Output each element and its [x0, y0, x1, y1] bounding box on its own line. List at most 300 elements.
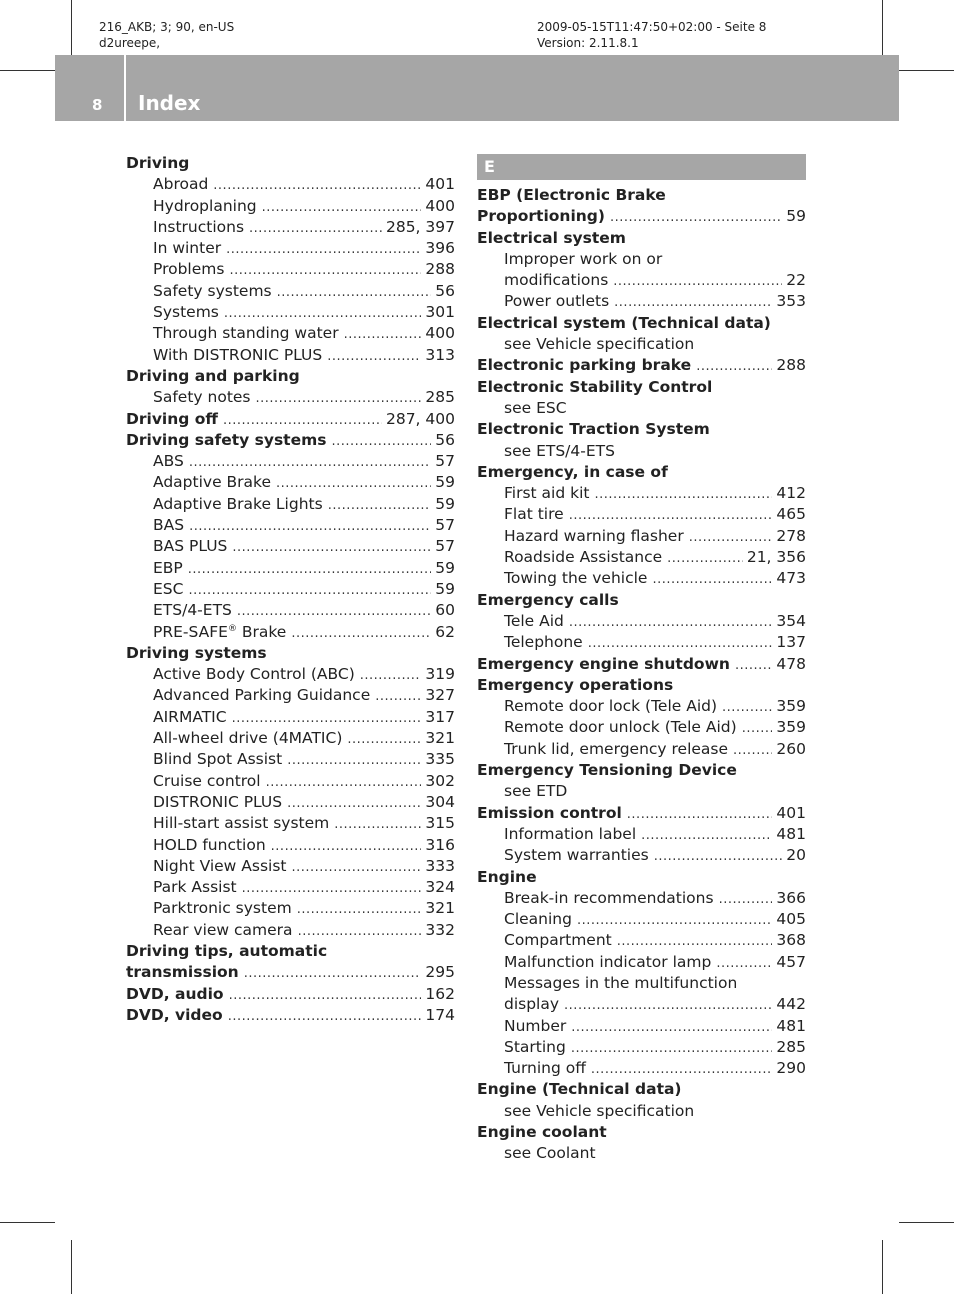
page-reference[interactable]: 278: [776, 526, 806, 545]
index-subentry: [477, 1016, 806, 1037]
entry-label: BAS: [153, 516, 185, 535]
entry-label: First aid kit: [504, 484, 590, 503]
crop-mark: [0, 1222, 55, 1223]
index-subentry: [126, 856, 455, 877]
page-reference[interactable]: 260: [776, 739, 806, 758]
entry-label: Driving off: [126, 409, 218, 428]
page-reference[interactable]: 359: [776, 697, 806, 716]
entry-label: Advanced Parking Guidance: [153, 686, 371, 705]
page-reference[interactable]: 315: [425, 814, 455, 833]
page-reference[interactable]: 302: [425, 771, 455, 790]
leader-dots: [271, 836, 422, 856]
index-subentry: [477, 270, 806, 291]
index-subentry: [477, 1143, 806, 1164]
entry-label: Remote door lock (Tele Aid): [504, 697, 718, 716]
index-heading: [477, 867, 806, 888]
index-heading: [126, 984, 455, 1005]
entry-label: see ESC: [504, 398, 567, 417]
index-heading: [126, 941, 455, 962]
entry-label: Electronic parking brake: [477, 356, 692, 375]
index-subentry: [126, 813, 455, 834]
leader-dots: [213, 175, 421, 195]
leader-dots: [292, 857, 422, 877]
index-subentry: [126, 920, 455, 941]
entry-label: Emergency Tensioning Device: [477, 761, 737, 780]
index-subentry: [477, 526, 806, 547]
page-reference[interactable]: 290: [776, 1059, 806, 1078]
index-heading: [477, 760, 806, 781]
index-subentry: [477, 1037, 806, 1058]
index-subentry: [126, 579, 455, 600]
entry-label: Emergency engine shutdown: [477, 654, 730, 673]
entry-label: see Vehicle specification: [504, 1101, 695, 1120]
crop-mark: [0, 70, 55, 71]
entry-label: Hydroplaning: [153, 196, 257, 215]
entry-label: Adaptive Brake Lights: [153, 494, 323, 513]
page-reference[interactable]: 354: [776, 611, 806, 630]
page-reference[interactable]: 400: [425, 324, 455, 343]
leader-dots: [244, 963, 422, 983]
leader-dots: [742, 718, 773, 738]
leader-dots: [334, 814, 421, 834]
meta-line: 2009-05-15T11:47:50+02:00 - Seite 8: [537, 20, 767, 34]
meta-line: d2ureepe,: [99, 36, 161, 50]
entry-label: Electrical system (Technical data): [477, 313, 771, 332]
entry-label: Cruise control: [153, 771, 261, 790]
leader-dots: [613, 271, 782, 291]
leader-dots: [569, 612, 773, 632]
entry-label: Driving systems: [126, 643, 267, 662]
entry-label: Turning off: [504, 1059, 586, 1078]
entry-label: Starting: [504, 1037, 566, 1056]
page-reference[interactable]: 324: [425, 878, 455, 897]
page-reference[interactable]: 56: [435, 281, 455, 300]
index-subentry: [126, 217, 455, 238]
index-subentry: [126, 600, 455, 621]
entry-label: ETS/4-ETS: [153, 601, 232, 620]
page-reference[interactable]: 285: [776, 1037, 806, 1056]
entry-label: see ETS/4-ETS: [504, 441, 615, 460]
leader-dots: [226, 239, 421, 259]
leader-dots: [577, 910, 772, 930]
leader-dots: [327, 346, 421, 366]
entry-label: Emergency calls: [477, 590, 619, 609]
page-reference[interactable]: 304: [425, 792, 455, 811]
page-reference[interactable]: 478: [776, 654, 806, 673]
leader-dots: [287, 750, 421, 770]
index-subentry: [477, 845, 806, 866]
leader-dots: [188, 559, 431, 579]
page-reference[interactable]: 465: [776, 505, 806, 524]
entry-label: DVD, audio: [126, 984, 224, 1003]
leader-dots: [652, 569, 772, 589]
index-subentry: [477, 888, 806, 909]
index-subentry: [126, 898, 455, 919]
page-reference[interactable]: 353: [776, 292, 806, 311]
page-reference[interactable]: 368: [776, 931, 806, 950]
page-reference[interactable]: 57: [435, 537, 455, 556]
index-subentry: [126, 707, 455, 728]
print-meta-right: [537, 19, 766, 51]
index-heading: [477, 185, 806, 206]
index-subentry: [126, 685, 455, 706]
leader-dots: [569, 505, 773, 525]
index-subentry: [126, 345, 455, 366]
entry-label: Park Assist: [153, 878, 237, 897]
entry-label: Blind Spot Assist: [153, 750, 283, 769]
index-heading: [126, 1005, 455, 1026]
leader-dots: [328, 495, 432, 515]
page-reference[interactable]: 60: [435, 601, 455, 620]
index-subentry: [477, 291, 806, 312]
leader-dots: [228, 1006, 422, 1026]
index-subentry: [477, 994, 806, 1015]
crop-mark: [899, 1222, 954, 1223]
page-reference[interactable]: 313: [425, 345, 455, 364]
print-meta-left: [99, 19, 234, 51]
page-reference[interactable]: 442: [776, 995, 806, 1014]
index-heading: [477, 803, 806, 824]
entry-label: All-wheel drive (4MATIC): [153, 729, 343, 748]
entry-label: Driving tips, automatic: [126, 941, 328, 960]
entry-label: Tele Aid: [504, 611, 564, 630]
index-subentry: [126, 196, 455, 217]
entry-label: Driving: [126, 154, 190, 172]
entry-label: Emergency operations: [477, 675, 674, 694]
page-reference[interactable]: 405: [776, 910, 806, 929]
page-reference[interactable]: 321: [425, 729, 455, 748]
index-subentry: [126, 472, 455, 493]
index-subentry: [477, 717, 806, 738]
leader-dots: [722, 697, 772, 717]
page-reference[interactable]: 473: [776, 569, 806, 588]
index-subentry: [477, 568, 806, 589]
page-reference[interactable]: 285, 397: [385, 217, 455, 236]
index-subentry: [126, 451, 455, 472]
leader-dots: [189, 452, 431, 472]
page-reference[interactable]: 366: [776, 888, 806, 907]
leader-dots: [256, 388, 422, 408]
leader-dots: [229, 985, 422, 1005]
entry-label: Hazard warning flasher: [504, 526, 684, 545]
page-reference[interactable]: 57: [435, 516, 455, 535]
page-reference[interactable]: 457: [776, 952, 806, 971]
leader-dots: [262, 197, 422, 217]
entry-label: Engine coolant: [477, 1123, 607, 1142]
entry-label: Proportioning): [477, 207, 605, 226]
leader-dots: [277, 282, 432, 302]
index-heading: [126, 409, 455, 430]
leader-dots: [298, 921, 422, 941]
index-column-left: [126, 153, 455, 1026]
page-reference[interactable]: 333: [425, 856, 455, 875]
entry-label: EBP (Electronic Brake: [477, 186, 666, 204]
page-reference[interactable]: 319: [425, 665, 455, 684]
page-reference[interactable]: 57: [435, 452, 455, 471]
leader-dots: [331, 431, 431, 451]
entry-label: modifications: [504, 271, 609, 290]
leader-dots: [188, 580, 431, 600]
entry-label: Messages in the multifunction: [504, 973, 738, 992]
leader-dots: [249, 218, 382, 238]
crop-mark: [71, 0, 72, 55]
page-reference[interactable]: 359: [776, 718, 806, 737]
entry-label: Trunk lid, emergency release: [504, 739, 729, 758]
page-reference[interactable]: 301: [425, 303, 455, 322]
page-reference[interactable]: 316: [425, 835, 455, 854]
leader-dots: [360, 665, 422, 685]
entry-label: Emergency, in case of: [477, 462, 668, 481]
entry-label: Information label: [504, 824, 637, 843]
page-reference[interactable]: 400: [425, 196, 455, 215]
leader-dots: [564, 995, 772, 1015]
index-subentry: [126, 259, 455, 280]
leader-dots: [610, 207, 782, 227]
entry-label: see Coolant: [504, 1144, 596, 1163]
entry-label: see Vehicle specification: [504, 335, 695, 354]
entry-label: AIRMATIC: [153, 707, 227, 726]
entry-label: Parktronic system: [153, 899, 292, 918]
entry-label: System warranties: [504, 846, 649, 865]
leader-dots: [291, 623, 431, 643]
page-reference[interactable]: 288: [776, 356, 806, 375]
page-reference[interactable]: 335: [425, 750, 455, 769]
crop-mark: [71, 1240, 72, 1294]
entry-label: Active Body Control (ABC): [153, 665, 355, 684]
index-heading: [126, 430, 455, 451]
page-reference[interactable]: 59: [435, 494, 455, 513]
index-subentry: [477, 483, 806, 504]
page-reference[interactable]: 62: [435, 622, 455, 641]
leader-dots: [232, 708, 422, 728]
leader-dots: [654, 846, 783, 866]
entry-label: Problems: [153, 260, 225, 279]
entry-label: Safety systems: [153, 281, 272, 300]
leader-dots: [276, 473, 431, 493]
entry-label: Hill-start assist system: [153, 814, 330, 833]
entry-label: DVD, video: [126, 1005, 223, 1024]
index-heading: [477, 590, 806, 611]
entry-label: Rear view camera: [153, 920, 293, 939]
crop-mark: [882, 0, 883, 55]
crop-mark: [899, 70, 954, 71]
entry-label: display: [504, 995, 560, 1014]
leader-dots: [719, 889, 773, 909]
page-reference[interactable]: 285: [425, 388, 455, 407]
leader-dots: [716, 953, 772, 973]
header-separator: [124, 55, 126, 121]
page-reference[interactable]: 401: [776, 803, 806, 822]
index-subentry: [477, 398, 806, 419]
page-reference[interactable]: 481: [776, 824, 806, 843]
page-reference[interactable]: 321: [425, 899, 455, 918]
entry-label: Flat tire: [504, 505, 564, 524]
leader-dots: [297, 899, 422, 919]
leader-dots: [594, 484, 772, 504]
index-heading: [477, 1122, 806, 1143]
meta-line: Version: 2.11.8.1: [537, 36, 639, 50]
index-subentry: [477, 334, 806, 355]
index-subentry: [126, 728, 455, 749]
entry-label: With DISTRONIC PLUS: [153, 345, 323, 364]
page-reference[interactable]: 327: [425, 686, 455, 705]
index-heading: [126, 366, 455, 387]
leader-dots: [237, 601, 431, 621]
index-subentry: [126, 664, 455, 685]
page-reference[interactable]: 317: [425, 707, 455, 726]
entry-label: Driving and parking: [126, 366, 300, 385]
leader-dots: [224, 303, 422, 323]
index-subentry: [477, 249, 806, 270]
page-reference[interactable]: 174: [425, 1005, 455, 1024]
leader-dots: [733, 740, 772, 760]
page-reference[interactable]: 295: [425, 963, 455, 982]
page-reference[interactable]: 287, 400: [385, 409, 455, 428]
entry-label: In winter: [153, 239, 222, 258]
leader-dots: [347, 729, 421, 749]
page-reference[interactable]: 481: [776, 1016, 806, 1035]
index-subentry: [477, 973, 806, 994]
leader-dots: [667, 548, 743, 568]
entry-label: Break-in recommendations: [504, 888, 714, 907]
page-title: Index: [138, 91, 201, 115]
entry-label: Roadside Assistance: [504, 548, 663, 567]
leader-dots: [266, 772, 422, 792]
page-reference[interactable]: 20: [786, 846, 806, 865]
index-subentry: [477, 930, 806, 951]
entry-label: Engine: [477, 867, 537, 886]
entry-label: BAS PLUS: [153, 537, 228, 556]
index-subentry: [477, 632, 806, 653]
index-heading: [477, 228, 806, 249]
entry-label: Safety notes: [153, 388, 251, 407]
index-column-right: [477, 154, 806, 1165]
index-subentry: [126, 771, 455, 792]
index-subentry: [477, 696, 806, 717]
index-subentry: [126, 238, 455, 259]
letter-heading: E: [477, 154, 806, 180]
entry-label: Cleaning: [504, 910, 572, 929]
leader-dots: [588, 633, 773, 653]
leader-dots: [735, 655, 772, 675]
entry-label: Emission control: [477, 803, 622, 822]
index-subentry: [126, 622, 455, 643]
page-reference[interactable]: 162: [425, 984, 455, 1003]
entry-label: Instructions: [153, 217, 245, 236]
index-subentry: [477, 1101, 806, 1122]
index-subentry: [126, 877, 455, 898]
index-heading: [477, 654, 806, 675]
entry-label: ABS: [153, 452, 184, 471]
page-reference[interactable]: 22: [786, 271, 806, 290]
index-subentry: [126, 302, 455, 323]
page-reference[interactable]: 21, 356: [746, 548, 806, 567]
leader-dots: [571, 1017, 772, 1037]
entry-label: Systems: [153, 303, 219, 322]
page-reference[interactable]: 401: [425, 175, 455, 194]
index-subentry: [477, 547, 806, 568]
entry-label: DISTRONIC PLUS: [153, 792, 283, 811]
index-subentry: [477, 1058, 806, 1079]
entry-label: Number: [504, 1016, 567, 1035]
entry-label: Compartment: [504, 931, 612, 950]
index-heading: [477, 206, 806, 227]
index-subentry: [477, 504, 806, 525]
index-heading: [477, 377, 806, 398]
entry-label: Engine (Technical data): [477, 1080, 682, 1099]
index-heading: [477, 313, 806, 334]
entry-label: Towing the vehicle: [504, 569, 648, 588]
entry-label: Electronic Traction System: [477, 420, 710, 439]
entry-label: Malfunction indicator lamp: [504, 952, 712, 971]
entry-label: HOLD function: [153, 835, 266, 854]
leader-dots: [641, 825, 772, 845]
index-subentry: [126, 835, 455, 856]
page-reference[interactable]: 59: [435, 558, 455, 577]
entry-label: EBP: [153, 558, 183, 577]
crop-mark: [882, 1240, 883, 1294]
index-subentry: [477, 441, 806, 462]
entry-label: Power outlets: [504, 292, 610, 311]
entry-label: Through standing water: [153, 324, 339, 343]
leader-dots: [229, 260, 421, 280]
entry-label: Electrical system: [477, 228, 626, 247]
index-subentry: [477, 909, 806, 930]
index-subentry: [126, 536, 455, 557]
entry-label: PRE-SAFE® Brake: [153, 622, 287, 641]
page-reference[interactable]: 56: [435, 430, 455, 449]
page-reference[interactable]: 412: [776, 484, 806, 503]
page-reference[interactable]: 332: [425, 920, 455, 939]
entry-label: Abroad: [153, 175, 209, 194]
leader-dots: [223, 410, 382, 430]
leader-dots: [242, 878, 422, 898]
index-heading: [126, 153, 455, 174]
index-subentry: [126, 174, 455, 195]
registered-mark: ®: [227, 623, 237, 634]
page-number: 8: [92, 96, 103, 114]
entry-label: Electronic Stability Control: [477, 377, 713, 396]
entry-label: see ETD: [504, 782, 568, 801]
leader-dots: [591, 1059, 772, 1079]
leader-dots: [689, 527, 773, 547]
entry-label: Driving safety systems: [126, 430, 327, 449]
page-reference[interactable]: 59: [435, 473, 455, 492]
page-reference[interactable]: 59: [435, 579, 455, 598]
leader-dots: [189, 516, 431, 536]
leader-dots: [614, 292, 772, 312]
entry-label: Improper work on or: [504, 249, 663, 268]
page-reference[interactable]: 396: [425, 239, 455, 258]
page-reference[interactable]: 59: [786, 207, 806, 226]
page-reference[interactable]: 137: [776, 633, 806, 652]
meta-line: 216_AKB; 3; 90, en-US: [99, 20, 235, 34]
entry-label: Adaptive Brake: [153, 473, 271, 492]
index-heading: [126, 962, 455, 983]
index-subentry: [126, 494, 455, 515]
index-subentry: [126, 281, 455, 302]
index-subentry: [477, 611, 806, 632]
index-subentry: [477, 952, 806, 973]
leader-dots: [287, 793, 421, 813]
leader-dots: [617, 931, 773, 951]
index-heading: [477, 355, 806, 376]
leader-dots: [344, 324, 422, 344]
index-subentry: [126, 558, 455, 579]
entry-label: Remote door unlock (Tele Aid): [504, 718, 737, 737]
page-reference[interactable]: 288: [425, 260, 455, 279]
index-heading: [477, 675, 806, 696]
